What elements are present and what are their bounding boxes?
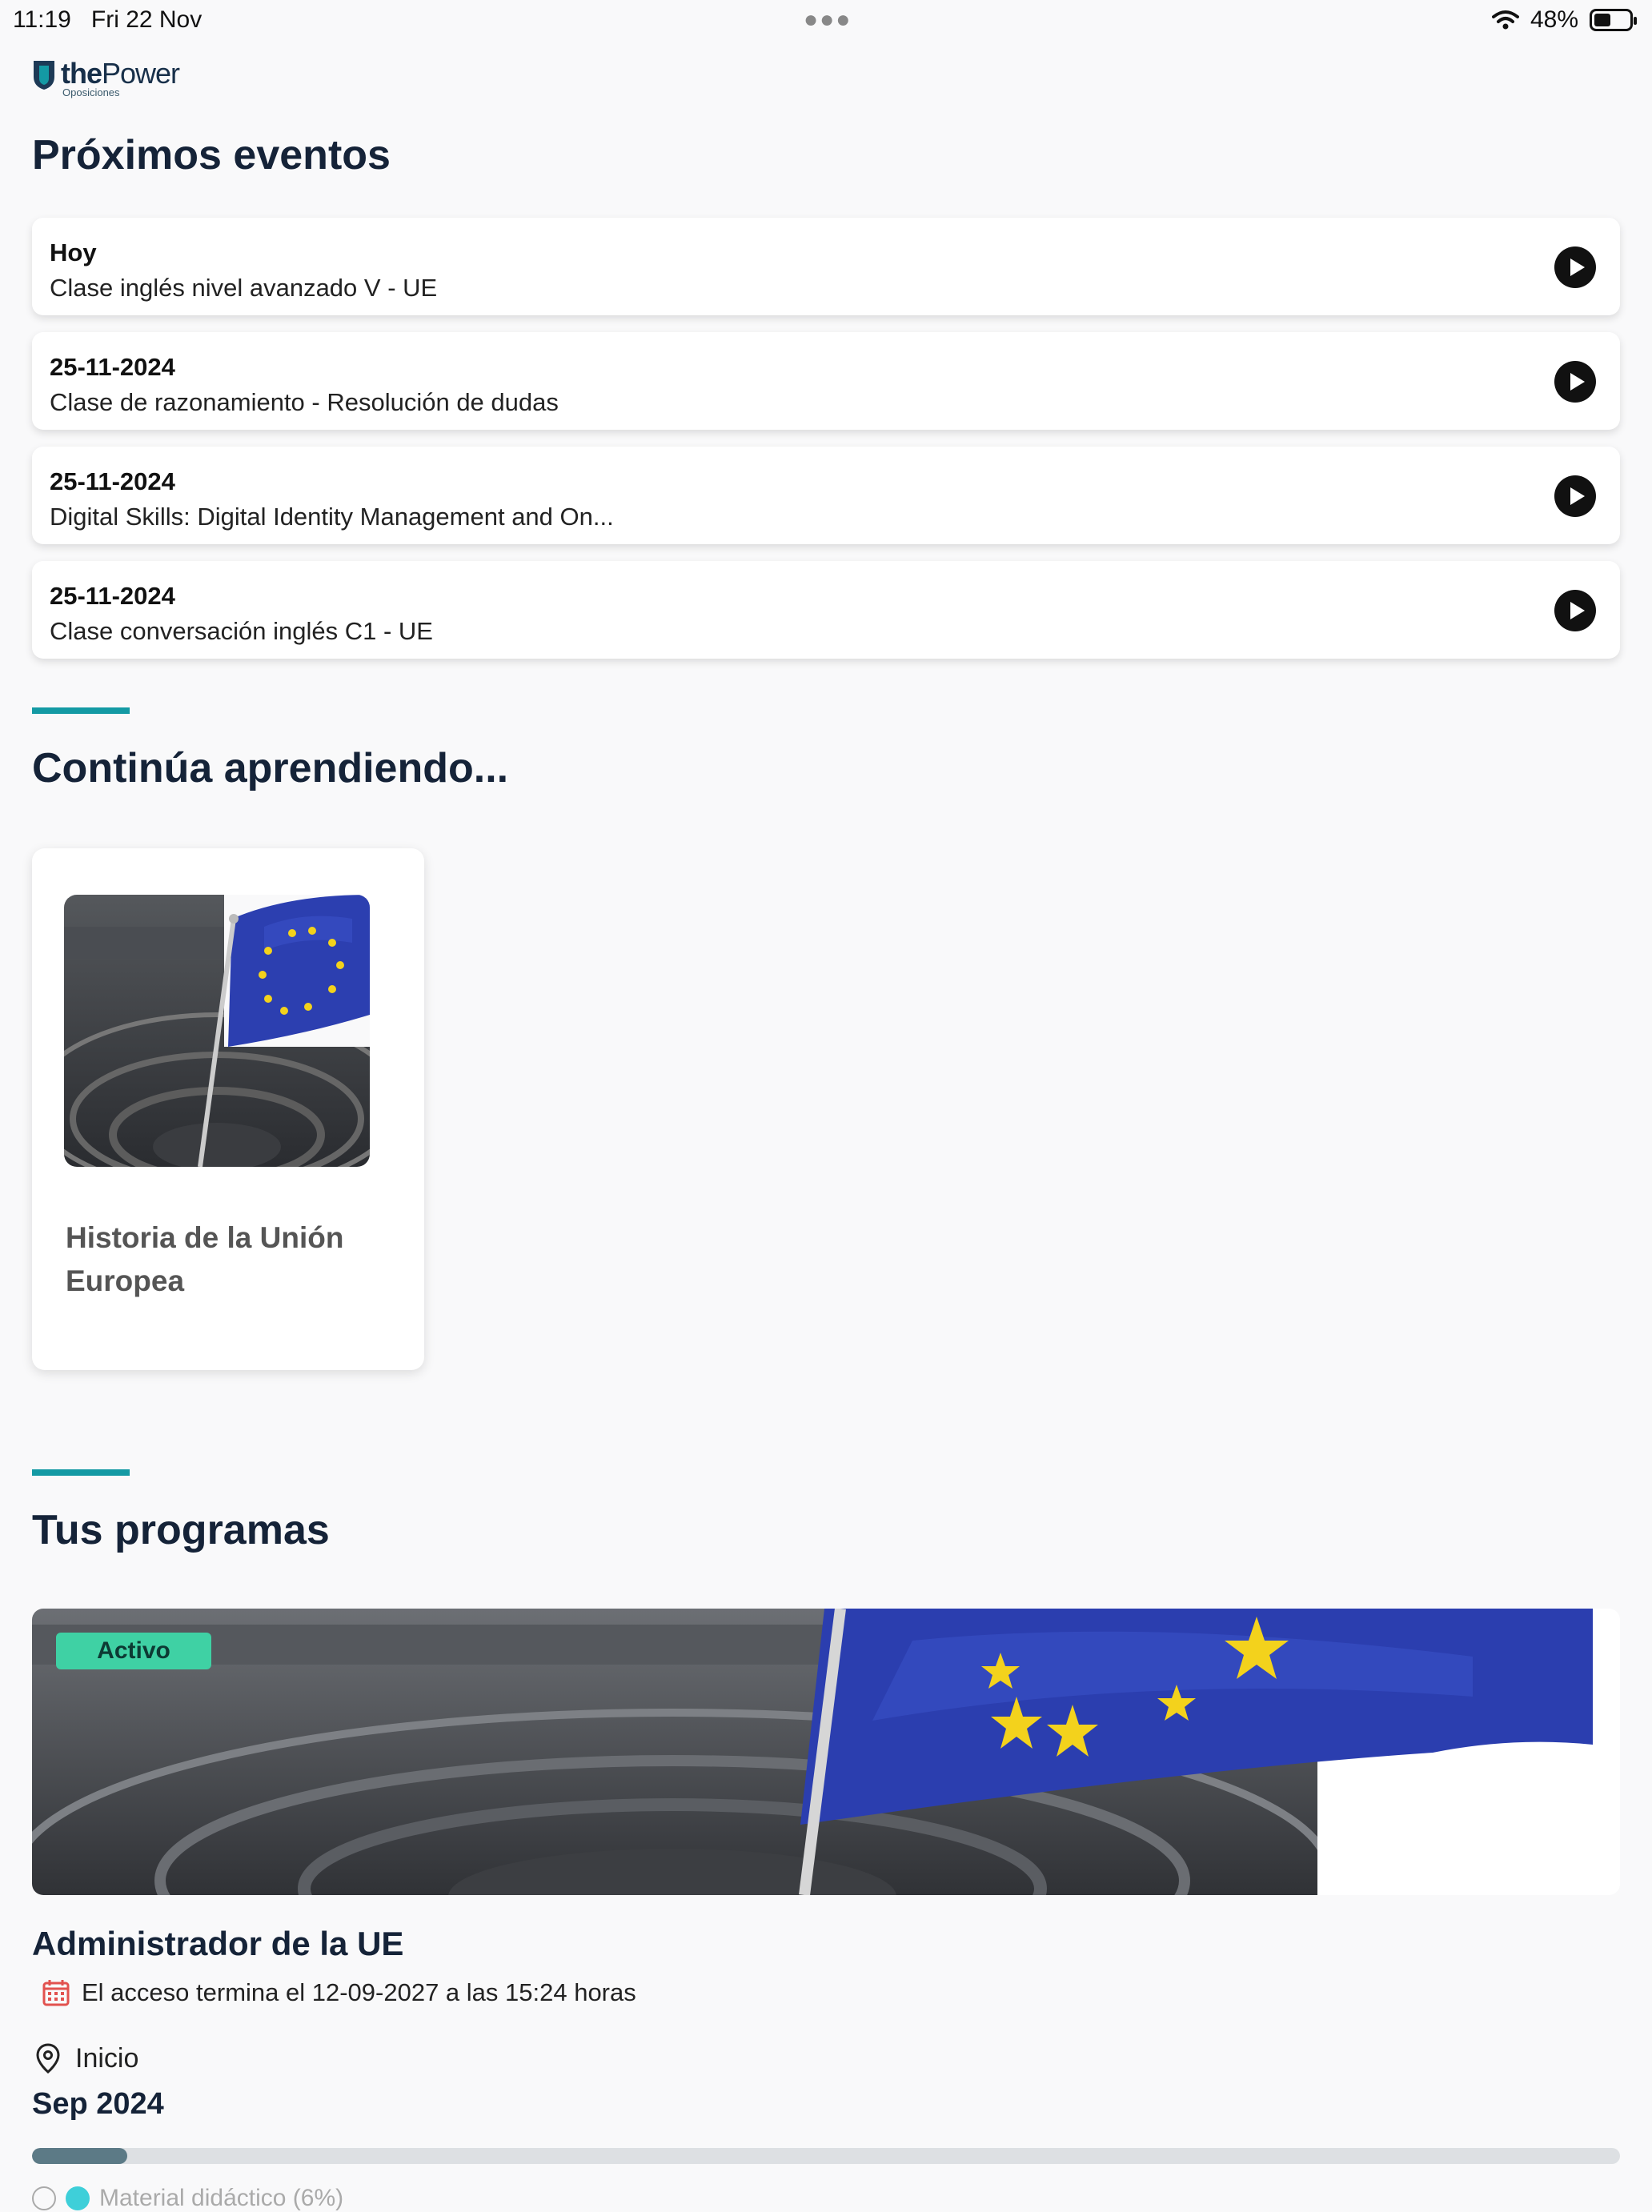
continue-heading: Continúa aprendiendo... [32,745,509,791]
eu-parliament-flag-image [64,895,370,1167]
course-thumbnail [64,895,370,1167]
material-label: Material didáctico (6%) [99,2185,344,2211]
event-title: Clase inglés nivel avanzado V - UE [50,274,438,302]
brand-name: thePower [61,57,180,90]
access-info [42,1978,636,2007]
play-icon[interactable] [1554,246,1596,288]
program-banner-image[interactable] [32,1609,1620,1895]
play-icon[interactable] [1554,361,1596,403]
play-icon[interactable] [1554,475,1596,517]
event-date: 25-11-2024 [50,582,175,610]
event-title: Clase conversación inglés C1 - UE [50,617,433,645]
status-right [1492,6,1633,34]
section-accent-divider [32,1469,130,1476]
event-card[interactable] [32,561,1620,659]
access-text: El acceso termina el 12-09-2027 a las 15:24 horas [82,1978,636,2006]
start-date: Sep 2024 [32,2087,164,2121]
events-heading: Próximos eventos [32,132,391,178]
start-label: Inicio [75,2042,139,2074]
location-pin-icon [34,2042,62,2074]
event-card[interactable] [32,218,1620,315]
status-bar [0,0,1652,40]
course-card[interactable] [32,848,424,1370]
info-icon[interactable] [32,2186,56,2210]
event-title: Clase de razonamiento - Resolución de dudas [50,388,559,416]
brand-subtitle: Oposiciones [62,86,120,98]
programs-heading: Tus programas [32,1507,330,1553]
event-date: Hoy [50,238,97,266]
program-progress-fill [32,2148,127,2164]
program-title[interactable]: Administrador de la UE [32,1925,404,1962]
multitasking-dots-icon[interactable]: ●●● [804,6,852,33]
status-time: 11:19 Fri 22 Nov [13,6,202,33]
eu-parliament-banner-image [32,1609,1620,1895]
program-progress-bar [32,2148,1620,2164]
shield-logo-icon [32,59,56,91]
status-badge: Activo [56,1633,211,1669]
event-card[interactable] [32,447,1620,544]
wifi-icon [1492,10,1519,30]
brand-logo[interactable] [32,59,179,98]
start-info [34,2042,138,2074]
battery-icon [1590,9,1633,31]
material-color-dot [66,2186,90,2210]
event-date: 25-11-2024 [50,467,175,495]
event-card[interactable] [32,332,1620,430]
play-icon[interactable] [1554,590,1596,631]
event-date: 25-11-2024 [50,353,175,381]
section-accent-divider [32,707,130,714]
calendar-icon [42,1978,70,2007]
material-legend [32,2185,343,2212]
battery-percent: 48% [1530,6,1578,33]
course-title: Historia de la Unión Europea [66,1221,344,1297]
event-title: Digital Skills: Digital Identity Management and On... [50,503,614,531]
